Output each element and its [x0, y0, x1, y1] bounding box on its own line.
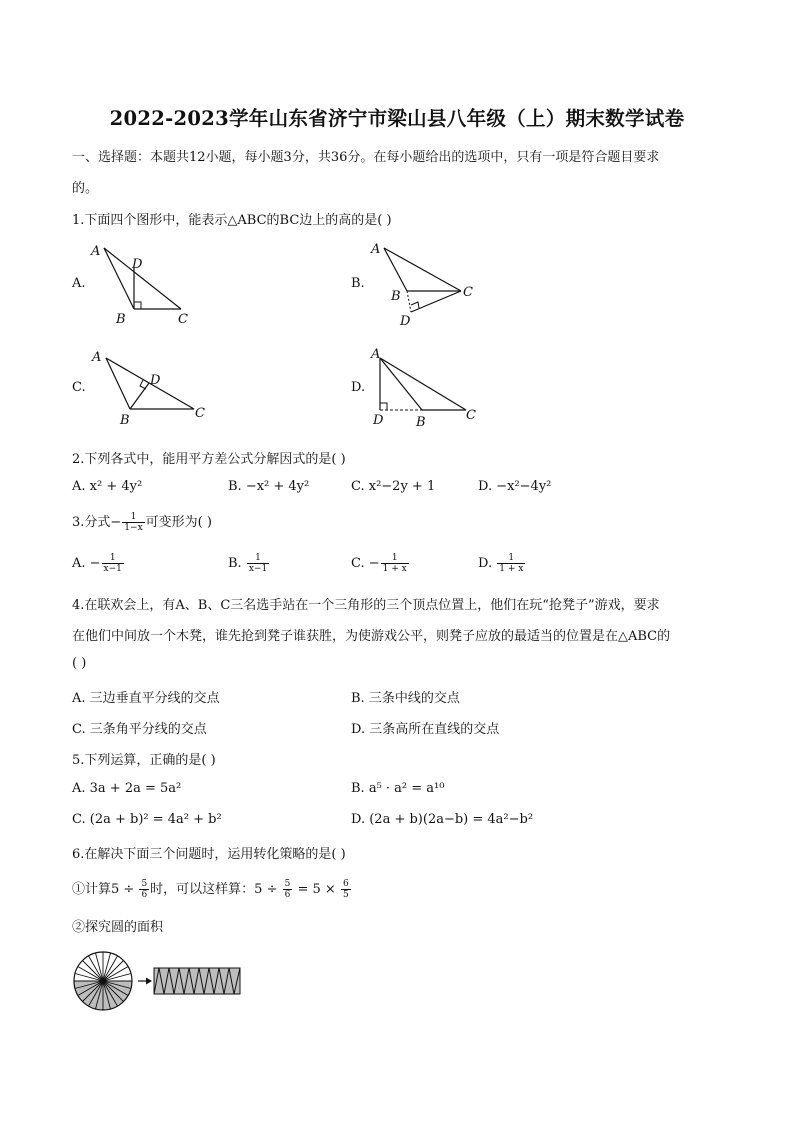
q3-option-c: C. − $\frac{1}{1 + x}$ — [351, 553, 407, 574]
q2-option-b: B. −x² + 4y² — [228, 479, 310, 494]
q1-option-b-label: B. — [351, 276, 365, 291]
q2-option-a: A. x² + 4y² — [72, 479, 143, 494]
q4-option-a: A. 三边垂直平分线的交点 — [72, 691, 220, 706]
q3-option-a: A. − $\frac{1}{x-1}$ — [72, 553, 122, 574]
q6-item-2: ②探究圆的面积 — [72, 920, 164, 935]
fig-a-label-a: A — [91, 244, 101, 259]
q5-option-c: C. (2a + b)² = 4a² + b² — [72, 812, 222, 827]
question-3-stem — [72, 511, 212, 533]
fig-c-label-c: C — [195, 406, 205, 421]
q1-figure-b — [366, 238, 486, 330]
fig-c-label-a: A — [92, 350, 102, 365]
fig-d-label-b: B — [416, 415, 426, 430]
q3-stem-fraction: $\frac{1}{1-x}$ — [124, 512, 143, 533]
q1-figure-a — [86, 238, 206, 328]
q1-figure-c — [86, 344, 211, 432]
fig-d-label-d: D — [373, 413, 384, 428]
q3-option-d: D. $\frac{1}{1 + x}$ — [478, 553, 524, 574]
fig-b-label-a: A — [371, 242, 381, 257]
q3-stem-post: 可变形为( ) — [145, 515, 212, 530]
q5-option-b: B. a⁵ · a² = a¹⁰ — [351, 781, 445, 796]
fig-c-label-b: B — [120, 413, 130, 428]
q6-item-1: ①计算5 ÷ $\frac{5}{6}$ 时，可以这样算：5 ÷ $\frac{5}{6}$ = 5 × $\frac{6}{5}$ — [72, 879, 349, 900]
q4-option-b: B. 三条中线的交点 — [351, 691, 460, 706]
q5-option-d: D. (2a + b)(2a−b) = 4a²−b² — [351, 812, 534, 827]
q1-option-c-label: C. — [72, 380, 86, 395]
fig-a-label-c: C — [178, 312, 188, 327]
q3-option-b: B. $\frac{1}{x-1}$ — [228, 553, 268, 574]
q4-option-c: C. 三条角平分线的交点 — [72, 722, 207, 737]
q2-option-c: C. x²−2y + 1 — [351, 479, 436, 494]
q3-stem-pre: 3.分式− — [72, 515, 122, 530]
circle-area-figure — [72, 950, 247, 1012]
section-heading-line2: 的。 — [72, 181, 99, 196]
section-heading-line1: 一、选择题：本题共12小题，每小题3分，共36分。在每小题给出的选项中，只有一项是符合题目要求 — [72, 150, 660, 165]
q4-option-d: D. 三条高所在直线的交点 — [351, 722, 500, 737]
fig-d-label-a: A — [371, 347, 381, 362]
q1-figure-d — [366, 344, 486, 434]
question-4-line2: 在他们中间放一个木凳，谁先抢到凳子谁获胜，为使游戏公平，则凳子应放的最适当的位置是在△ABC的 — [72, 629, 671, 644]
q1-option-a-label: A. — [72, 276, 86, 291]
q1-option-d-label: D. — [351, 380, 366, 395]
question-2-stem: 2.下列各式中，能用平方差公式分解因式的是( ) — [72, 452, 346, 467]
fig-a-label-d: D — [132, 257, 143, 272]
fig-a-label-b: B — [116, 312, 126, 327]
question-4-line3: ( ) — [72, 656, 87, 671]
fig-b-label-c: C — [463, 285, 473, 300]
question-5-stem: 5.下列运算，正确的是( ) — [72, 753, 216, 768]
q5-option-a: A. 3a + 2a = 5a² — [72, 781, 182, 796]
question-1-stem: 1.下面四个图形中，能表示△ABC的BC边上的高的是( ) — [72, 213, 392, 228]
question-6-stem: 6.在解决下面三个问题时，运用转化策略的是( ) — [72, 847, 346, 862]
q2-option-d: D. −x²−4y² — [478, 479, 552, 494]
fig-d-label-c: C — [466, 408, 476, 423]
fig-c-label-d: D — [150, 373, 161, 388]
page-title: 2022-2023学年山东省济宁市梁山县八年级（上）期末数学试卷 — [109, 107, 685, 130]
fig-b-label-d: D — [400, 314, 411, 329]
question-4-line1: 4.在联欢会上，有A、B、C三名选手站在一个三角形的三个顶点位置上，他们在玩“抢凳子”游戏，要求 — [72, 598, 660, 613]
fig-b-label-b: B — [391, 289, 401, 304]
